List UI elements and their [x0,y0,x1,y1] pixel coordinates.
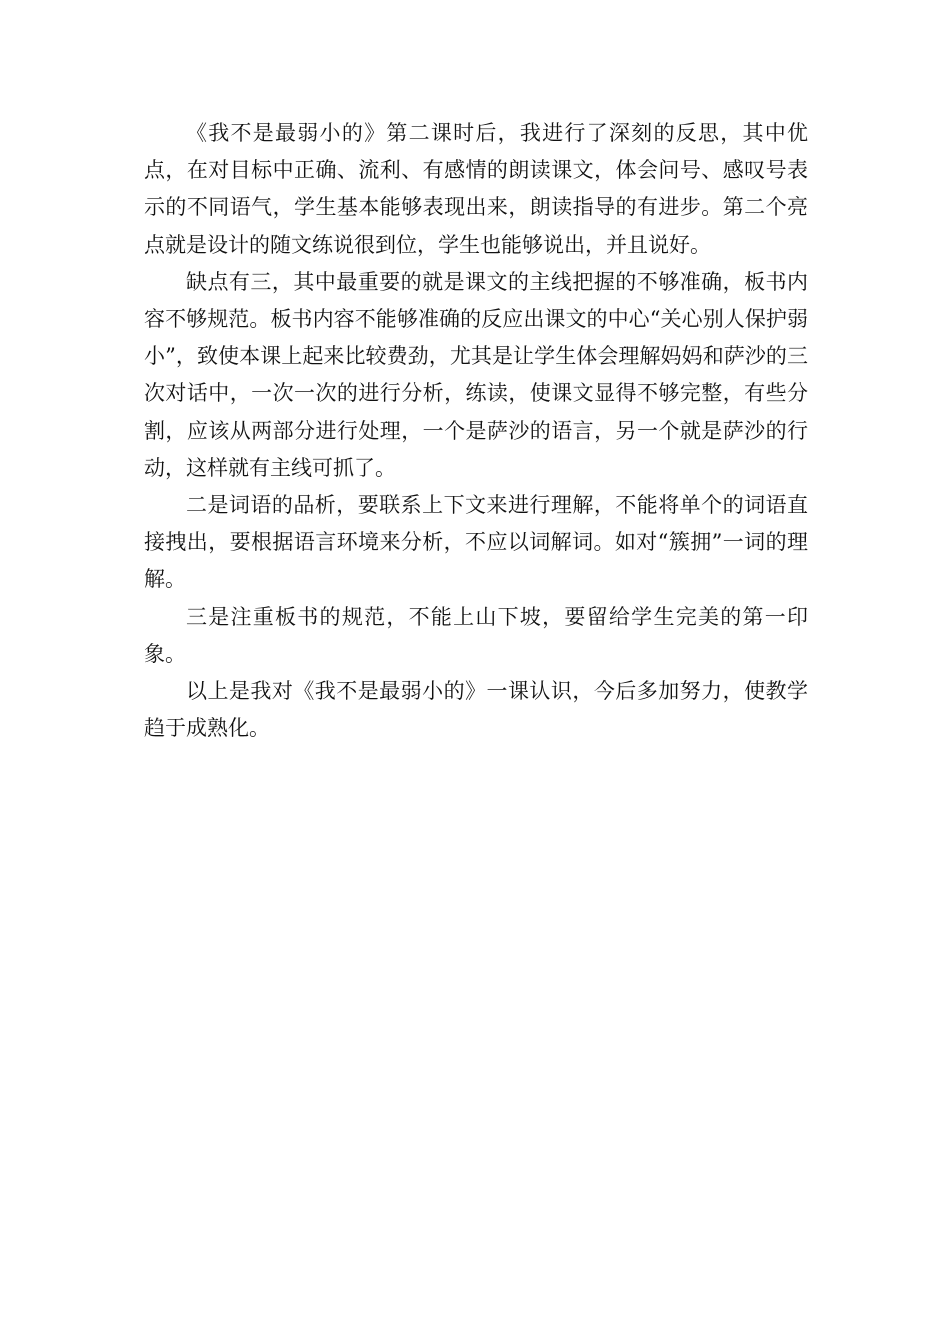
paragraph-2: 缺点有三，其中最重要的就是课文的主线把握的不够准确，板书内容不够规范。板书内容不能够准确的反应出课文的中心“关心别人保护弱小”，致使本课上起来比较费劲，尤其是让学生体会理解妈妈和萨沙的三次对话中，一次一次的进行分析，练读，使课文显得不够完整，有些分割，应该从两部分进行处理，一个是萨沙的语言，另一个就是萨沙的行动，这样就有主线可抓了。 [144,269,808,480]
paragraph-3: 二是词语的品析，要联系上下文来进行理解，不能将单个的词语直接拽出，要根据语言环境来分析，不应以词解词。如对“簇拥”一词的理解。 [144,493,808,592]
paragraph-5: 以上是我对《我不是最弱小的》一课认识，今后多加努力，使教学趋于成熟化。 [144,679,808,741]
paragraph-4: 三是注重板书的规范，不能上山下坡，要留给学生完美的第一印象。 [144,604,808,666]
document-body [144,115,808,747]
paragraph-1: 《我不是最弱小的》第二课时后，我进行了深刻的反思，其中优点，在对目标中正确、流利、有感情的朗读课文，体会问号、感叹号表示的不同语气，学生基本能够表现出来，朗读指导的有进步。第二个亮点就是设计的随文练说很到位，学生也能够说出，并且说好。 [144,121,808,257]
